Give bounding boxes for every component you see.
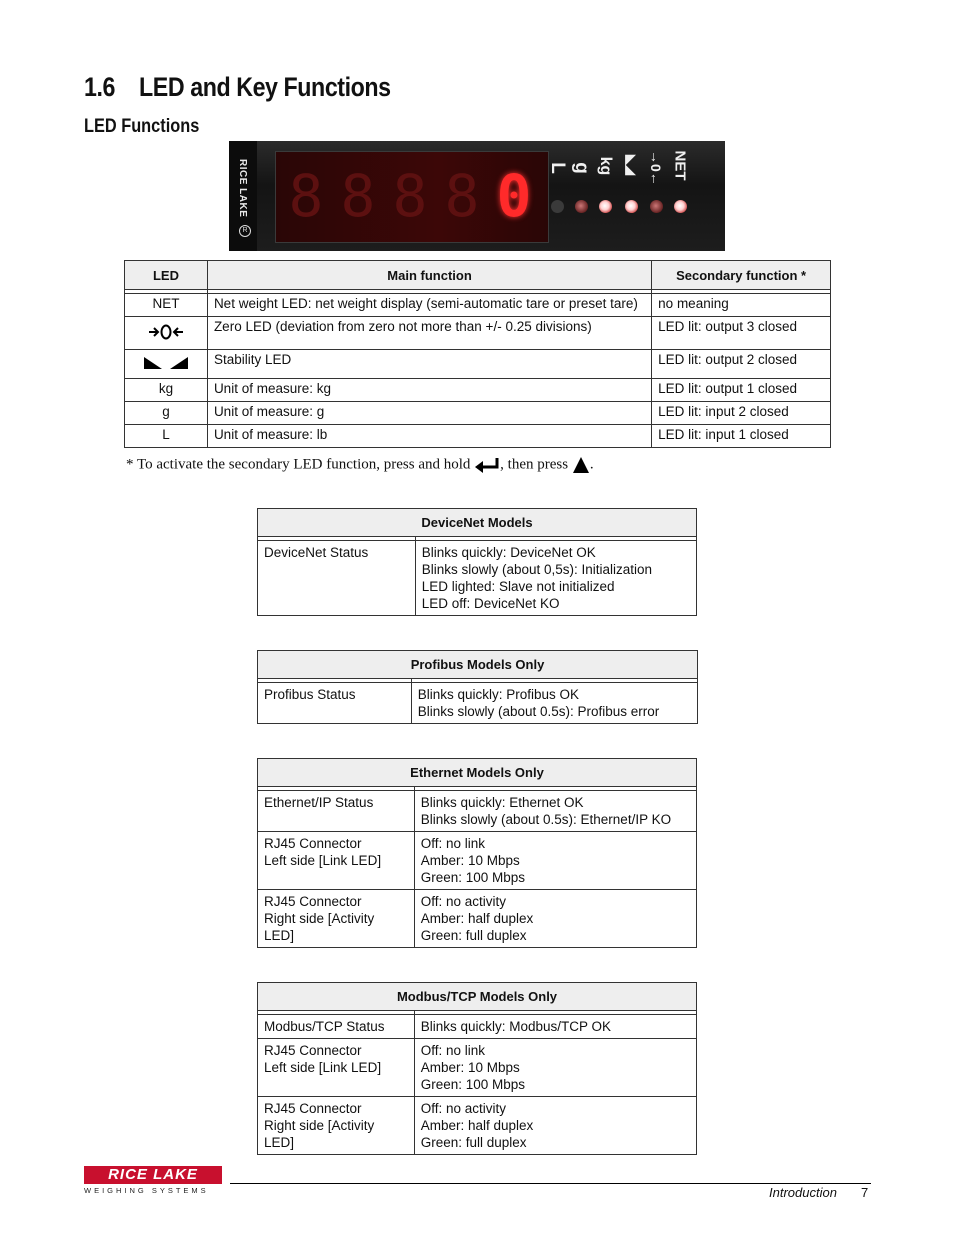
led-cell: NET <box>125 294 208 317</box>
table-row <box>125 379 831 402</box>
section-heading <box>84 72 391 103</box>
secondary-function-cell: LED lit: output 1 closed <box>652 379 831 402</box>
panel-label-l: L <box>547 162 568 174</box>
cell-line: Amber: half duplex <box>420 1118 534 1133</box>
cell-line: Ethernet/IP Status <box>264 795 374 810</box>
table-row <box>258 832 697 890</box>
label-cell <box>258 832 415 890</box>
subsection-heading: LED Functions <box>84 116 200 137</box>
label-cell <box>258 1015 415 1039</box>
cell-line: Blinks quickly: DeviceNet OK <box>421 545 596 560</box>
value-cell <box>414 890 696 948</box>
table-header: DeviceNet Models <box>258 509 697 537</box>
led-g-indicator <box>575 200 588 213</box>
stability-icon <box>143 356 189 370</box>
page-number: 7 <box>861 1185 869 1200</box>
section-number: 1.6 <box>84 72 116 102</box>
footer-section-name: Introduction <box>769 1185 837 1200</box>
led-cell: g <box>125 402 208 425</box>
column-header: LED <box>125 261 208 290</box>
table-row <box>258 890 697 948</box>
main-function-cell: Zero LED (deviation from zero not more than +/- 0.25 divisions) <box>207 317 651 350</box>
panel-label-kg: kg <box>597 156 614 176</box>
secondary-function-cell: LED lit: input 1 closed <box>652 425 831 448</box>
cell-line: Amber: half duplex <box>420 911 534 926</box>
cell-line: Right side [Activity LED] <box>264 911 375 943</box>
led-functions-table <box>124 260 831 448</box>
column-header: Secondary function * <box>652 261 831 290</box>
panel-label-zero: →0← <box>648 150 664 186</box>
enter-key-icon <box>474 457 500 473</box>
logo-tagline: WEIGHING SYSTEMS <box>84 1186 209 1195</box>
value-cell <box>411 683 697 724</box>
display-digit-lit: 0 <box>496 162 532 230</box>
led-cell: kg <box>125 379 208 402</box>
table-row <box>258 791 697 832</box>
cell-line: Amber: 10 Mbps <box>420 1060 520 1075</box>
label-cell <box>258 1039 415 1097</box>
led-stability-indicator <box>625 200 638 213</box>
value-cell <box>414 1039 696 1097</box>
cell-line: Off: no link <box>420 836 486 851</box>
section-title: LED and Key Functions <box>139 72 391 102</box>
table-row <box>258 541 697 616</box>
main-function-cell: Unit of measure: g <box>207 402 651 425</box>
secondary-function-cell: LED lit: input 2 closed <box>652 402 831 425</box>
cell-line: LED lighted: Slave not initialized <box>421 579 615 594</box>
footnote-suffix: . <box>589 456 594 473</box>
column-header: Main function <box>207 261 651 290</box>
table-row <box>125 425 831 448</box>
display-window <box>275 151 549 243</box>
cell-line: Left side [Link LED] <box>264 853 382 868</box>
value-cell <box>414 832 696 890</box>
modbus-table <box>257 982 697 1155</box>
display-digit-off: 8 <box>444 162 480 230</box>
main-function-cell: Unit of measure: lb <box>207 425 651 448</box>
rice-lake-logo <box>84 1166 222 1195</box>
profibus-table <box>257 650 698 724</box>
table-row <box>258 1015 697 1039</box>
led-l-indicator <box>551 200 564 213</box>
table-row <box>258 683 698 724</box>
cell-line: Modbus/TCP Status <box>264 1019 385 1034</box>
label-cell <box>258 791 415 832</box>
cell-line: Off: no activity <box>420 894 507 909</box>
cell-line: Blinks slowly (about 0.5s): Ethernet/IP KO <box>420 812 672 827</box>
cell-line: Amber: 10 Mbps <box>420 853 520 868</box>
cell-line: RJ45 Connector <box>264 1043 362 1058</box>
cell-line: DeviceNet Status <box>264 545 369 560</box>
value-cell <box>415 541 696 616</box>
secondary-function-cell: no meaning <box>652 294 831 317</box>
cell-line: Left side [Link LED] <box>264 1060 382 1075</box>
table-row <box>125 402 831 425</box>
devicenet-table <box>257 508 697 616</box>
cell-line: Green: 100 Mbps <box>420 1077 526 1092</box>
value-cell <box>414 791 696 832</box>
cell-line: Blinks slowly (about 0,5s): Initialization <box>421 562 653 577</box>
table-row <box>125 294 831 317</box>
cell-line: Off: no link <box>420 1043 486 1058</box>
label-cell <box>258 683 412 724</box>
main-function-cell: Net weight LED: net weight display (semi-automatic tare or preset tare) <box>207 294 651 317</box>
cell-line: RJ45 Connector <box>264 836 362 851</box>
cell-line: RJ45 Connector <box>264 894 362 909</box>
registered-mark: R <box>239 225 251 237</box>
panel-brand-label: RICE LAKE <box>237 159 248 218</box>
display-digit-off: 8 <box>392 162 428 230</box>
label-cell <box>258 1097 415 1155</box>
display-digit-off: 8 <box>288 162 324 230</box>
panel-label-stability: ◣◢ <box>624 155 639 175</box>
cell-line: Green: full duplex <box>420 1135 527 1150</box>
cell-line: Right side [Activity LED] <box>264 1118 375 1150</box>
cell-line: Blinks slowly (about 0.5s): Profibus error <box>417 704 660 719</box>
panel-label-g: g <box>571 162 592 174</box>
panel-label-net: NET <box>671 150 689 181</box>
led-kg-indicator <box>599 200 612 213</box>
footnote <box>126 456 594 474</box>
led-cell <box>125 317 208 350</box>
secondary-function-cell: LED lit: output 2 closed <box>652 350 831 379</box>
led-zero-indicator <box>650 200 663 213</box>
table-row <box>258 1097 697 1155</box>
ethernet-table <box>257 758 697 948</box>
up-arrow-key-icon <box>572 456 590 474</box>
cell-line: Green: 100 Mbps <box>420 870 526 885</box>
label-cell <box>258 890 415 948</box>
label-cell <box>258 541 416 616</box>
value-cell <box>414 1097 696 1155</box>
cell-line: Blinks quickly: Modbus/TCP OK <box>420 1019 612 1034</box>
table-row <box>125 317 831 350</box>
table-header-row <box>125 261 831 290</box>
main-function-cell: Stability LED <box>207 350 651 379</box>
led-panel-image <box>229 141 725 251</box>
led-cell <box>125 350 208 379</box>
footnote-middle: , then press <box>500 456 569 473</box>
table-header: Ethernet Models Only <box>258 759 697 787</box>
led-net-indicator <box>674 200 687 213</box>
cell-line: Blinks quickly: Profibus OK <box>417 687 580 702</box>
secondary-function-cell: LED lit: output 3 closed <box>652 317 831 350</box>
cell-line: LED off: DeviceNet KO <box>421 596 560 611</box>
zero-center-icon <box>148 323 184 341</box>
footer-rule <box>230 1183 871 1184</box>
table-header: Profibus Models Only <box>258 651 698 679</box>
cell-line: RJ45 Connector <box>264 1101 362 1116</box>
logo-wordmark: RICE LAKE <box>84 1166 222 1184</box>
led-cell: L <box>125 425 208 448</box>
value-cell <box>414 1015 696 1039</box>
cell-line: Green: full duplex <box>420 928 527 943</box>
table-row <box>258 1039 697 1097</box>
cell-line: Blinks quickly: Ethernet OK <box>420 795 584 810</box>
main-function-cell: Unit of measure: kg <box>207 379 651 402</box>
footnote-prefix: * To activate the secondary LED function, press and hold <box>126 456 471 473</box>
cell-line: Off: no activity <box>420 1101 507 1116</box>
cell-line: Profibus Status <box>264 687 356 702</box>
display-digit-off: 8 <box>340 162 376 230</box>
table-row <box>125 350 831 379</box>
table-header: Modbus/TCP Models Only <box>258 983 697 1011</box>
